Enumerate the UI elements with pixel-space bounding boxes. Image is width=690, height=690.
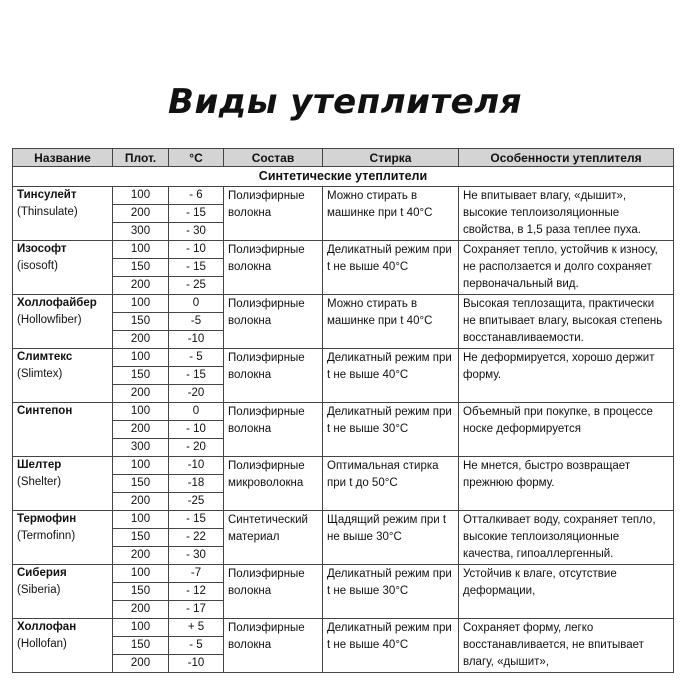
material-name-cell <box>13 349 113 403</box>
table-row <box>13 511 674 529</box>
washing-text: Можно стирать в машинке при t 40°С <box>323 295 459 349</box>
table-row <box>13 349 674 367</box>
density-value: 100 <box>113 511 169 529</box>
density-value: 100 <box>113 295 169 313</box>
material-name-cell <box>13 187 113 241</box>
density-value: 100 <box>113 457 169 475</box>
temperature-value: - 15 <box>169 511 224 529</box>
material-name: Холлофайбер <box>17 297 97 309</box>
table-row <box>13 187 674 205</box>
material-name-cell <box>13 295 113 349</box>
washing-text: Деликатный режим при t не выше 40°С <box>323 619 459 673</box>
temperature-value: -10 <box>169 655 224 673</box>
density-value: 150 <box>113 313 169 331</box>
insulation-table <box>12 148 674 673</box>
header-features: Особенности утеплителя <box>459 149 674 167</box>
table-row <box>13 619 674 637</box>
temperature-value: - 20 <box>169 439 224 457</box>
density-value: 200 <box>113 601 169 619</box>
washing-text: Можно стирать в машинке при t 40°С <box>323 187 459 241</box>
header-composition: Состав <box>224 149 323 167</box>
density-value: 100 <box>113 403 169 421</box>
features-text: Устойчив к влаге, отсутствие деформации, <box>459 565 674 619</box>
density-value: 150 <box>113 529 169 547</box>
table-row <box>13 295 674 313</box>
material-latin-name: (Hollofan) <box>17 638 67 650</box>
features-text: Не впитывает влагу, «дышит», высокие теплоизоляционные свойства, в 1,5 раза теплее пуха. <box>459 187 674 241</box>
material-latin-name: (Thinsulate) <box>17 206 78 218</box>
features-text: Высокая теплозащита, практически не впитывает влагу, высокая степень восстанавливаемости. <box>459 295 674 349</box>
density-value: 100 <box>113 565 169 583</box>
density-value: 200 <box>113 421 169 439</box>
density-value: 150 <box>113 475 169 493</box>
temperature-value: - 10 <box>169 241 224 259</box>
material-name: Синтепон <box>17 405 73 417</box>
temperature-value: - 22 <box>169 529 224 547</box>
features-text: Сохраняет форму, легко восстанавливается, не впитывает влагу, «дышит», <box>459 619 674 673</box>
temperature-value: -18 <box>169 475 224 493</box>
temperature-value: - 5 <box>169 349 224 367</box>
temperature-value: -10 <box>169 457 224 475</box>
material-latin-name: (Siberia) <box>17 584 61 596</box>
composition-text: Полиэфирные волокна <box>224 565 323 619</box>
table-row <box>13 403 674 421</box>
density-value: 200 <box>113 205 169 223</box>
material-name: Тинсулейт <box>17 189 77 201</box>
density-value: 100 <box>113 619 169 637</box>
header-washing: Стирка <box>323 149 459 167</box>
density-value: 100 <box>113 187 169 205</box>
temperature-value: - 15 <box>169 259 224 277</box>
material-name-cell <box>13 241 113 295</box>
material-latin-name: (Shelter) <box>17 476 62 488</box>
composition-text: Полиэфирные волокна <box>224 241 323 295</box>
temperature-value: -7 <box>169 565 224 583</box>
composition-text: Полиэфирные волокна <box>224 349 323 403</box>
washing-text: Щадящий режим при t не выше 30°С <box>323 511 459 565</box>
composition-text: Синтетический материал <box>224 511 323 565</box>
density-value: 150 <box>113 259 169 277</box>
temperature-value: - 30 <box>169 547 224 565</box>
washing-text: Деликатный режим при t не выше 40°С <box>323 241 459 295</box>
washing-text: Деликатный режим при t не выше 30°С <box>323 565 459 619</box>
material-name-cell <box>13 403 113 457</box>
features-text: Отталкивает воду, сохраняет тепло, высокие теплоизоляционные качества, гипоаллергенный. <box>459 511 674 565</box>
composition-text: Полиэфирные микроволокна <box>224 457 323 511</box>
header-temperature: °С <box>169 149 224 167</box>
temperature-value: - 15 <box>169 205 224 223</box>
material-latin-name: (Slimtex) <box>17 368 63 380</box>
material-latin-name: (isosoft) <box>17 260 58 272</box>
table-row <box>13 457 674 475</box>
temperature-value: 0 <box>169 295 224 313</box>
temperature-value: - 15 <box>169 367 224 385</box>
material-latin-name: (Hollowfiber) <box>17 314 82 326</box>
table-row <box>13 565 674 583</box>
features-text: Сохраняет тепло, устойчив к износу, не расползается и долго сохраняет первоначальный вид. <box>459 241 674 295</box>
temperature-value: - 17 <box>169 601 224 619</box>
temperature-value: - 10 <box>169 421 224 439</box>
features-text: Объемный при покупке, в процессе носке деформируется <box>459 403 674 457</box>
header-name: Название <box>13 149 113 167</box>
temperature-value: - 6 <box>169 187 224 205</box>
density-value: 200 <box>113 331 169 349</box>
density-value: 150 <box>113 367 169 385</box>
material-latin-name: (Termofinn) <box>17 530 76 542</box>
washing-text: Оптимальная стирка при t до 50°С <box>323 457 459 511</box>
table-row <box>13 241 674 259</box>
material-name: Изософт <box>17 243 67 255</box>
temperature-value: -5 <box>169 313 224 331</box>
density-value: 100 <box>113 349 169 367</box>
washing-text: Деликатный режим при t не выше 40°С <box>323 349 459 403</box>
page-title: Виды утеплителя <box>168 82 522 122</box>
composition-text: Полиэфирные волокна <box>224 187 323 241</box>
density-value: 200 <box>113 493 169 511</box>
material-name: Термофин <box>17 513 77 525</box>
temperature-value: -25 <box>169 493 224 511</box>
density-value: 300 <box>113 439 169 457</box>
temperature-value: - 5 <box>169 637 224 655</box>
features-text: Не деформируется, хорошо держит форму. <box>459 349 674 403</box>
density-value: 200 <box>113 277 169 295</box>
material-name: Холлофан <box>17 621 77 633</box>
temperature-value: -20 <box>169 385 224 403</box>
features-text: Не мнется, быстро возвращает прежнюю форму. <box>459 457 674 511</box>
temperature-value: - 30 <box>169 223 224 241</box>
temperature-value: - 25 <box>169 277 224 295</box>
composition-text: Полиэфирные волокна <box>224 403 323 457</box>
density-value: 150 <box>113 637 169 655</box>
material-name: Сиберия <box>17 567 67 579</box>
temperature-value: + 5 <box>169 619 224 637</box>
header-density: Плот. <box>113 149 169 167</box>
density-value: 150 <box>113 583 169 601</box>
material-name-cell <box>13 565 113 619</box>
material-name: Слимтекс <box>17 351 73 363</box>
material-name-cell <box>13 619 113 673</box>
temperature-value: - 12 <box>169 583 224 601</box>
header-row <box>13 149 674 167</box>
material-name-cell <box>13 511 113 565</box>
density-value: 200 <box>113 385 169 403</box>
material-name: Шелтер <box>17 459 62 471</box>
washing-text: Деликатный режим при t не выше 30°С <box>323 403 459 457</box>
material-name-cell <box>13 457 113 511</box>
composition-text: Полиэфирные волокна <box>224 619 323 673</box>
section-title: Синтетические утеплители <box>13 167 674 187</box>
density-value: 200 <box>113 655 169 673</box>
section-row <box>13 167 674 187</box>
composition-text: Полиэфирные волокна <box>224 295 323 349</box>
density-value: 100 <box>113 241 169 259</box>
density-value: 200 <box>113 547 169 565</box>
density-value: 300 <box>113 223 169 241</box>
temperature-value: 0 <box>169 403 224 421</box>
temperature-value: -10 <box>169 331 224 349</box>
